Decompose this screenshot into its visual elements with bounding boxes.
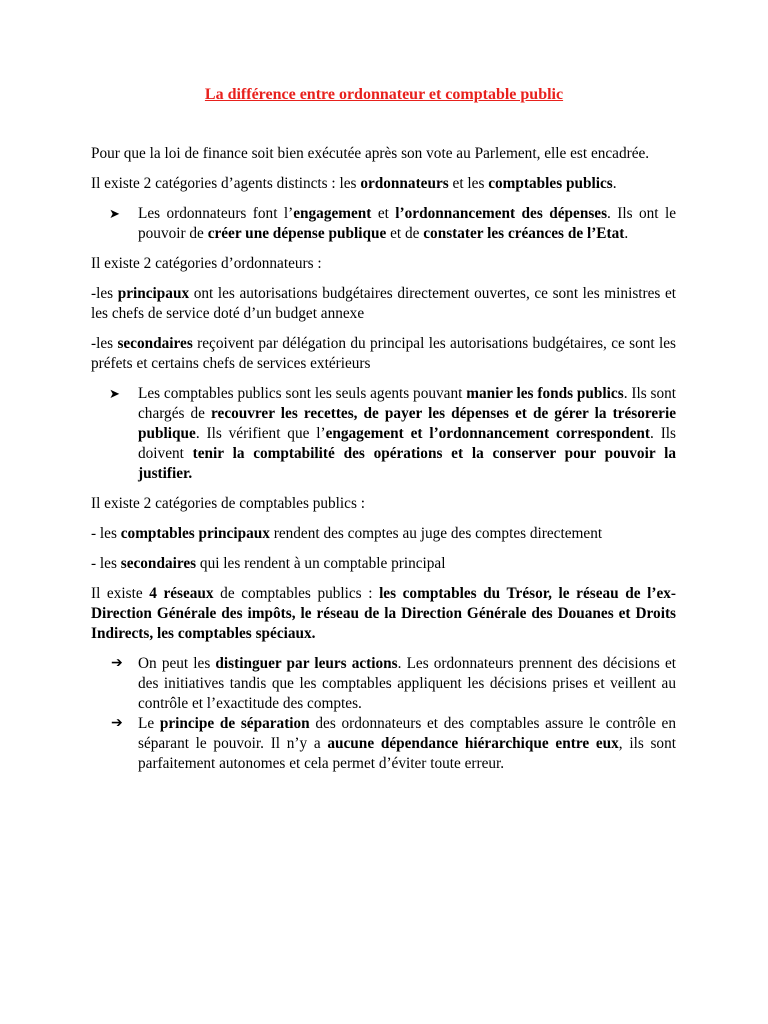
- comptables-secondaires-paragraph: - les secondaires qui les rendent à un comptable principal: [91, 555, 446, 572]
- arrowhead-bullet-icon: ➤: [109, 386, 120, 401]
- intro-paragraph: Pour que la loi de finance soit bien exécutée après son vote au Parlement, elle est encadrée.: [91, 145, 650, 162]
- agents-paragraph: Il existe 2 catégories d’agents distincts : les ordonnateurs et les comptables publics.: [91, 175, 617, 192]
- right-arrow-bullet-icon: ➔: [111, 656, 123, 671]
- list-item-distinguer: ➔ On peut les distinguer par leurs actions. Les ordonnateurs prennent des décisions et des initiatives tandis que les comptables appliquent les décisions prises et veillent au contrôle et l’exactitude des comptes.: [111, 655, 676, 712]
- arrowhead-bullet-icon: ➤: [109, 206, 120, 221]
- list-item-comptables: ➤ Les comptables publics sont les seuls agents pouvant manier les fonds publics. Ils sont chargés de recouvrer les recettes, de payer les dépenses et de gérer la trésorerie publique. Ils vérifient que l’engagement et l’ordonnancement correspondent. Ils doivent tenir la comptabilité des opérations et la conserver pour pouvoir la justifier.: [109, 385, 677, 482]
- reseaux-paragraph: Il existe 4 réseaux de comptables publics : les comptables du Trésor, le réseau de l’ex-Direction Générale des impôts, le réseau de la Direction Générale des Douanes et Droits Indirects, les comptables spéciaux.: [91, 585, 676, 642]
- right-arrow-bullet-icon: ➔: [111, 716, 123, 731]
- comptables-principaux-paragraph: - les comptables principaux rendent des comptes au juge des comptes directement: [91, 525, 603, 542]
- comptables-categories-paragraph: Il existe 2 catégories de comptables publics :: [91, 495, 365, 512]
- secondaires-paragraph: -les secondaires reçoivent par délégation du principal les autorisations budgétaires, ce sont les préfets et certains chefs de services extérieurs: [91, 335, 676, 372]
- list-item-ordonnateurs: ➤ Les ordonnateurs font l’engagement et l’ordonnancement des dépenses. Ils ont le pouvoir de créer une dépense publique et de constater les créances de l’Etat.: [109, 205, 677, 242]
- ordonnateurs-categories-paragraph: Il existe 2 catégories d’ordonnateurs :: [91, 255, 322, 272]
- principaux-paragraph: -les principaux ont les autorisations budgétaires directement ouvertes, ce sont les ministres et les chefs de service doté d’un budget annexe: [91, 285, 677, 322]
- document-body: [91, 144, 676, 774]
- page-title: La différence entre ordonnateur et comptable public: [204, 86, 564, 103]
- list-item-separation: ➔ Le principe de séparation des ordonnateurs et des comptables assure le contrôle en séparant le pouvoir. Il n’y a aucune dépendance hiérarchique entre eux, ils sont parfaitement autonomes et cela permet d’éviter toute erreur.: [111, 715, 676, 772]
